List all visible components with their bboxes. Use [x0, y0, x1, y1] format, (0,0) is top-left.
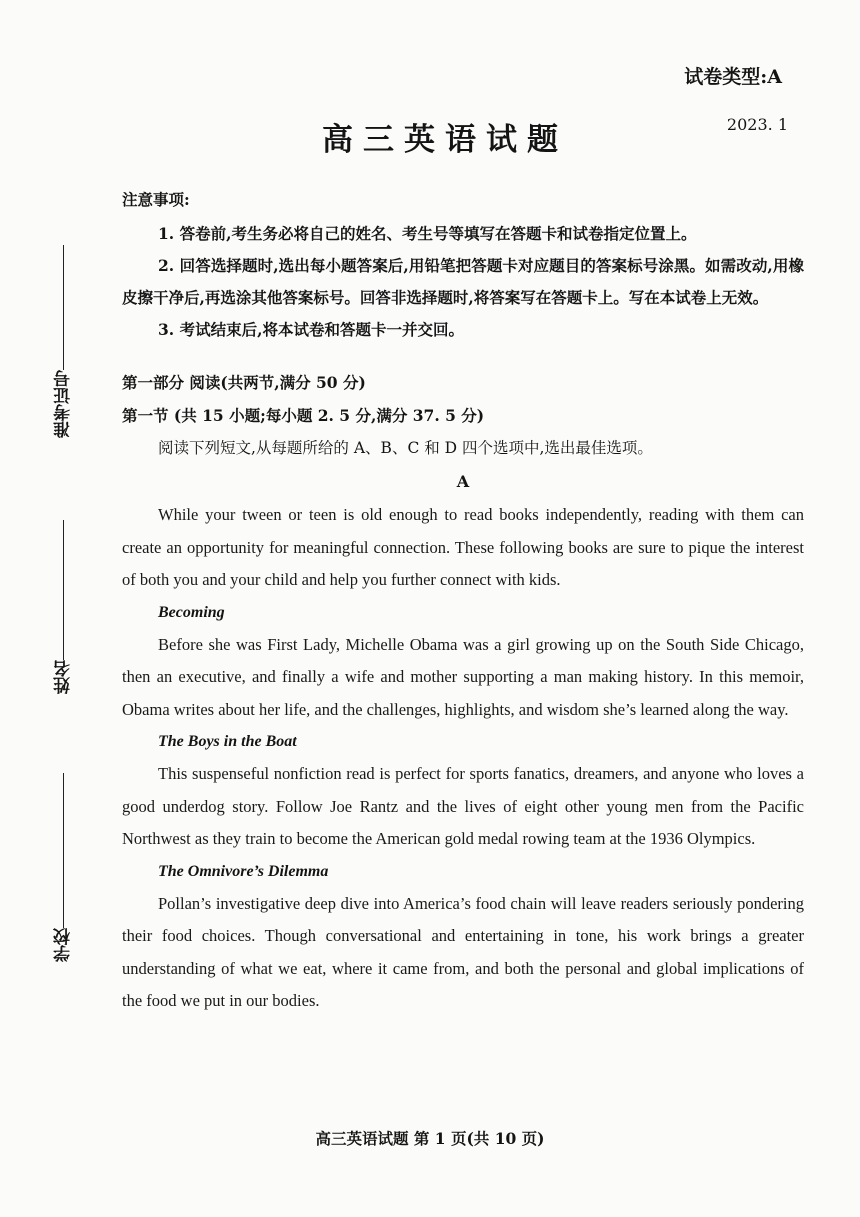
book-description: Before she was First Lady, Michelle Obama was a girl growing up on the South Side Chicago, then an executive, and finally a wife and mother supporting a man making history. In this memoir, Obama writes about her life, and the challenges, highlights, and wisdom she’s learned along the way. [122, 634, 804, 719]
passage-letter: A [456, 472, 470, 491]
admission-number-blank-line [63, 245, 64, 370]
section-heading: 第一节 (共 15 小题;每小题 2. 5 分,满分 37. 5 分) [122, 406, 485, 425]
notice-item: 1. 答卷前,考生务必将自己的姓名、考生号等填写在答题卡和试卷指定位置上。 [158, 224, 697, 243]
name-label: 姓名 [54, 660, 74, 694]
name-field [54, 520, 74, 694]
book-title: Becoming [158, 603, 225, 621]
section-instruction: 阅读下列短文,从每题所给的 A、B、C 和 D 四个选项中,选出最佳选项。 [158, 439, 653, 457]
school-label: 学校 [54, 928, 74, 962]
name-blank-line [63, 520, 64, 660]
school-blank-line [63, 773, 64, 928]
book-description: This suspenseful nonfiction read is perfect for sports fanatics, dreamers, and anyone who loves a good underdog story. Follow Joe Rantz and the lives of eight other young men from the Pacific Northwest as they train to become the American gold medal rowing team at the 1936 Olympics. [122, 764, 804, 848]
main-content [122, 184, 804, 1018]
notice-item: 3. 考试结束后,将本试卷和答题卡一并交回。 [158, 320, 464, 339]
notice-list [122, 218, 804, 346]
book-title: The Omnivore’s Dilemma [158, 862, 329, 880]
part-heading: 第一部分 阅读(共两节,满分 50 分) [122, 373, 366, 392]
exam-type-label: 试卷类型:A [684, 66, 782, 88]
book-description: Pollan’s investigative deep dive into America’s food chain will leave readers seriously pondering their food choices. Though conversational and entertaining in tone, his work brings a greater understanding of what we eat, where it came from, and both the personal and global implications of the food we put in our bodies. [122, 893, 804, 1010]
page-title: 高三英语试题 [322, 122, 568, 158]
passage-intro: While your tween or teen is old enough to read books independently, reading with them can create an opportunity for meaningful connection. These following books are sure to pique the interest of both you and your child and help you further connect with kids. [122, 505, 804, 589]
page-footer: 高三英语试题 第 1 页(共 10 页) [315, 1129, 545, 1148]
exam-date: 2023. 1 [726, 115, 788, 134]
notice-title: 注意事项: [122, 190, 190, 209]
admission-number-field [54, 245, 74, 438]
book-title: The Boys in the Boat [158, 733, 297, 750]
school-field [54, 773, 74, 962]
notice-item: 2. 回答选择题时,选出每小题答案后,用铅笔把答题卡对应题目的答案标号涂黑。如需改动,用橡皮擦干净后,再选涂其他答案标号。回答非选择题时,将答案写在答题卡上。写在本试卷上无效。 [122, 256, 804, 307]
admission-number-label: 准考证号 [54, 370, 74, 438]
